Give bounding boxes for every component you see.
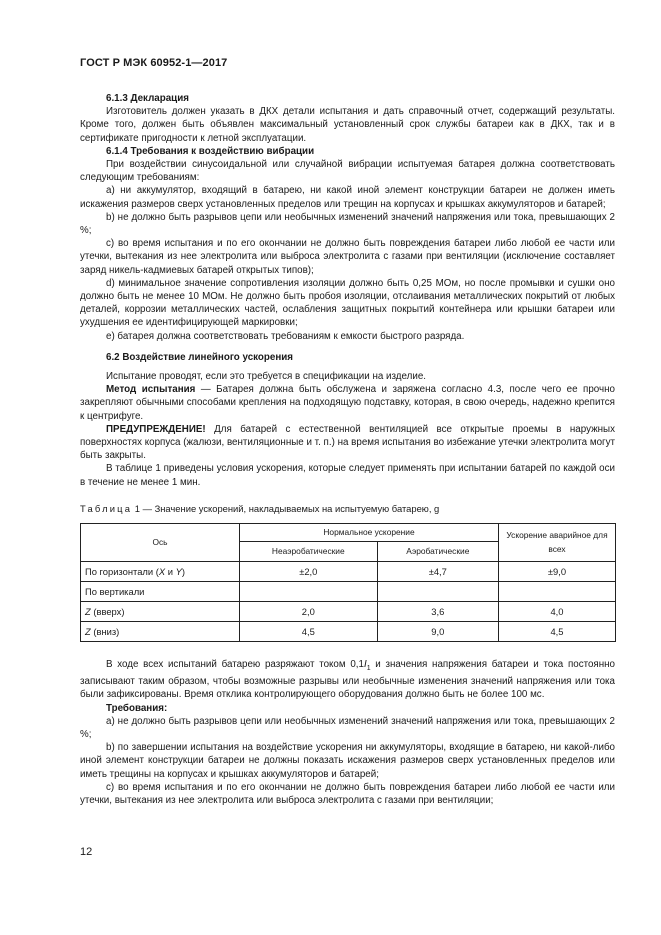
list-item: a) ни аккумулятор, входящий в батарею, ни какой иной элемент конструкции батареи не должен иметь искажения размеров сверх установленных пределов или трещин на корпусах и крышках аккумуляторов и батарей; [80,185,615,210]
axis-text: ) [181,565,185,577]
text-run: и значения напряжения батареи и тока постоянно записывают таким образом, чтобы возможные разрывы или необычные изменения значений напряжения или тока были зафиксированы. Время отклика контролирующего оборудования должно быть не более 100 мс. [80,659,615,701]
list-item: e) батарея должна соответствовать требованиям к емкости быстрого разряда. [106,330,465,342]
requirements-heading: Требования: [106,702,168,714]
cell-axis [81,602,240,622]
axis-text: (вверх) [90,605,125,617]
method-text: — Батарея должна быть обслужена и заряжена согласно 4.3, после чего ее прочно закрепляют обычными способами крепления на подходящую подставку, которая, в свою очередь, надежно крепится к центрифуге. [80,384,615,422]
paragraph: В таблице 1 приведены условия ускорения, которые следует применять при испытании батарей по каждой оси в течение не менее 1 мин. [80,463,615,488]
document-body [80,92,615,807]
cell-nonaero: 2,0 [240,602,378,622]
cell-emergency [499,582,616,602]
table-row [81,622,616,642]
cell-nonaero: ±2,0 [240,562,378,582]
cell-emergency: 4,5 [499,622,616,642]
warning-paragraph [80,423,615,463]
header-nonaero: Неаэробатические [240,542,378,562]
axis-text: и [165,565,176,577]
warning-text: Для батарей с естественной вентиляцией все открытые проемы в наружных поверхностях корпуса (жалюзи, вентиляционные и т. п.) на время испытания во избежание утечки электролита могут быть закрыты. [80,423,615,462]
list-item: c) во время испытания и по его окончании не должно быть повреждения батареи либо любой ее части или утечки, вытекания из нее электролита или выброса электролита с газами при вентиляции; [80,781,615,807]
warning-label: ПРЕДУПРЕЖДЕНИЕ! [106,423,206,435]
section-heading-6-2: 6.2 Воздействие линейного ускорения [106,351,293,363]
list-item: c) во время испытания и по его окончании не должно быть повреждения батареи либо любой ее части или утечки, вытекания из нее электролита или выброса электролита с газами при вентиляции (исключение составляет заряд никель-кадмиевых батарей открытых типов); [80,238,615,276]
list-item: b) не должно быть разрывов цепи или необычных изменений значений напряжения или тока, превышающих 2 %; [80,211,615,237]
axis-z: Z [85,625,91,637]
paragraph: Изготовитель должен указать в ДКХ детали испытания и дать справочный отчет, содержащий результаты. Кроме того, должен быть объявлен максимальный установленный срок службы батареи как в ДКХ, так и в сертификате пригодности к летной эксплуатации. [80,106,615,144]
cell-axis [81,562,240,582]
cell-aero: 3,6 [377,602,498,622]
axis-text: По горизонтали ( [85,565,159,577]
cell-aero: 9,0 [377,622,498,642]
acceleration-table [80,523,616,642]
paragraph: Испытание проводят, если это требуется в спецификации на изделие. [106,371,426,383]
list-item: b) по завершении испытания на воздействие ускорения ни аккумуляторы, входящие в батарею, ни какой-либо иной элемент конструкции батареи не должны показать искажения размеров сверх установленных пределов или иметь трещины на корпусах и крышках аккумуляторов и батарей; [80,742,615,780]
cell-nonaero: 4,5 [240,622,378,642]
table-row [81,582,616,602]
table-caption [80,502,615,515]
paragraph: При воздействии синусоидальной или случайной вибрации испытуемая батарея должна соответствовать следующим требованиям: [80,159,615,184]
table-row [81,562,616,582]
current-symbol: I [363,659,367,671]
list-item: d) минимальное значение сопротивления изоляции должно быть 0,25 МОм, но после промывки и сушки оно должно быть не менее 10 МОм. Не должно быть пробоя изоляции, отслаивания металлических покрытий от любых деталей, коррозии металлических частей, ослабления защитных покрытий контейнера или крышки батареи или ухудшения ее идентифицирующей маркировки; [80,277,615,329]
cell-emergency: 4,0 [499,602,616,622]
section-heading-6-1-3: 6.1.3 Декларация [106,93,189,104]
cell-nonaero [240,582,378,602]
table-header-row [81,524,616,542]
axis-x: X [158,565,166,577]
table-caption-text: 1 — Значение ускорений, накладываемых на испытуемую батарею, g [134,502,440,514]
header-aero: Аэробатические [377,542,498,562]
cell-emergency: ±9,0 [499,562,616,582]
header-axis: Ось [81,524,240,562]
page-number: 12 [80,846,93,858]
axis-text: (вниз) [90,625,120,637]
current-subscript: 1 [366,665,371,673]
document-header: ГОСТ Р МЭК 60952-1—2017 [80,57,228,69]
cell-axis: По вертикали [81,582,240,602]
method-paragraph [80,383,615,423]
cell-aero [377,582,498,602]
axis-z: Z [85,605,91,617]
paragraph [80,658,615,702]
header-normal: Нормальное ускорение [240,524,499,542]
method-label: Метод испытания [106,384,196,396]
text-run: В ходе всех испытаний батарею разряжают током 0,1 [106,659,364,671]
cell-aero: ±4,7 [377,562,498,582]
section-heading-6-1-4: 6.1.4 Требования к воздействию вибрации [106,145,315,157]
axis-y: Y [175,565,182,577]
table-row [81,602,616,622]
cell-axis [81,622,240,642]
list-item: a) не должно быть разрывов цепи или необычных изменений значений напряжения или тока, превышающих 2 %; [80,715,615,741]
table-caption-label: Таблица [80,502,133,514]
header-emergency: Ускорение аварийное для всех [499,524,616,562]
